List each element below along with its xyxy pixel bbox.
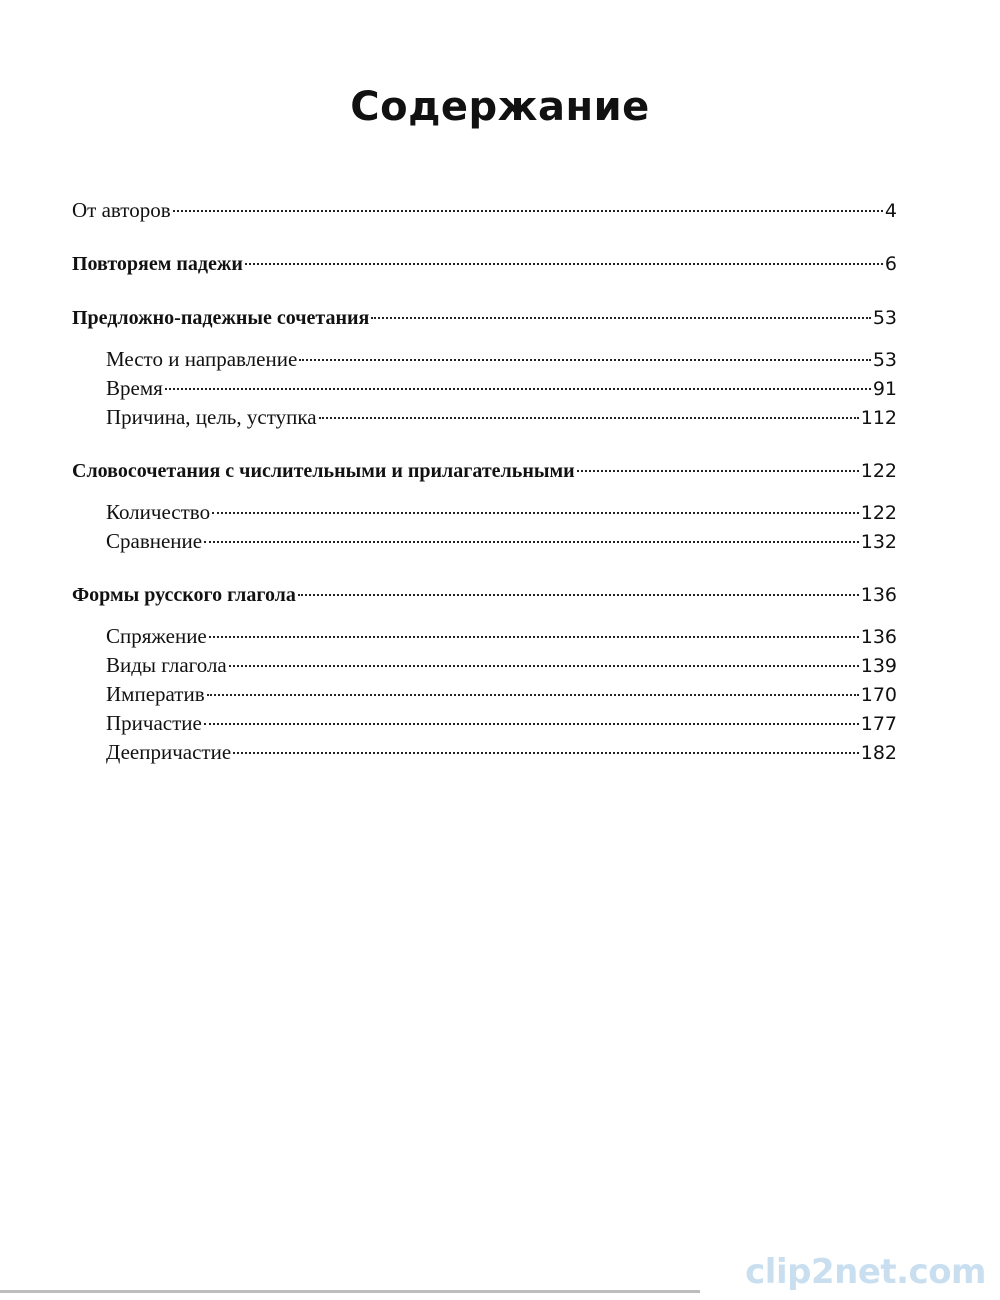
dot-leader — [165, 388, 871, 390]
dot-leader — [298, 594, 859, 596]
toc-entry-label: Предложно-падежные сочетания — [72, 307, 370, 329]
toc-entry-label: Спряжение — [106, 624, 207, 648]
dot-leader — [204, 541, 859, 543]
toc-entry[interactable] — [72, 581, 897, 610]
toc-entry-page: 112 — [860, 407, 897, 429]
toc-subentry[interactable] — [72, 738, 897, 767]
dot-leader — [319, 417, 859, 419]
dot-leader — [204, 723, 859, 725]
page-bottom-edge — [0, 1290, 700, 1293]
dot-leader — [209, 636, 859, 638]
toc-entry-page: 177 — [860, 713, 897, 735]
toc-entry-page: 53 — [872, 349, 897, 371]
dot-leader — [207, 694, 859, 696]
toc-entry-label: Деепричастие — [106, 740, 232, 764]
toc-entry-label: Императив — [106, 682, 205, 706]
clip2net-watermark: clip2net.com — [745, 1252, 986, 1292]
toc-entry-label: Виды глагола — [106, 653, 227, 677]
toc-entry-page: 136 — [860, 626, 897, 648]
toc-section-authors — [72, 196, 897, 225]
toc-entry-label: Повторяем падежи — [72, 253, 243, 275]
toc-entry-page: 182 — [860, 742, 897, 764]
dot-leader — [245, 263, 883, 265]
toc-entry[interactable] — [72, 196, 897, 225]
page-title: Содержание — [350, 84, 650, 130]
toc-entry-label: Время — [106, 376, 163, 400]
toc-subentry[interactable] — [72, 622, 897, 651]
toc-section-numerals — [72, 457, 897, 556]
dot-leader — [233, 752, 859, 754]
toc-entry-page: 122 — [860, 460, 897, 482]
toc-section-cases — [72, 250, 897, 279]
table-of-contents — [72, 196, 897, 792]
toc-section-verbs — [72, 581, 897, 767]
dot-leader — [229, 665, 859, 667]
toc-entry-page: 132 — [860, 531, 897, 553]
toc-entry-page: 170 — [860, 684, 897, 706]
dot-leader — [173, 210, 883, 212]
toc-entry-label: Сравнение — [106, 529, 203, 553]
toc-subentry[interactable] — [72, 345, 897, 374]
toc-entry-page: 6 — [884, 253, 897, 275]
toc-entry[interactable] — [72, 457, 897, 486]
toc-entry-page: 4 — [884, 200, 897, 222]
toc-entry-label: Причастие — [106, 711, 202, 735]
toc-subentry[interactable] — [72, 527, 897, 556]
dot-leader — [577, 470, 859, 472]
toc-section-prepositions — [72, 304, 897, 432]
toc-entry-label: Причина, цель, уступка — [106, 405, 317, 429]
toc-entry[interactable] — [72, 304, 897, 333]
toc-entry-page: 53 — [872, 307, 897, 329]
toc-entry-label: Количество — [106, 500, 211, 524]
toc-subentry[interactable] — [72, 709, 897, 738]
toc-entry[interactable] — [72, 250, 897, 279]
toc-entry-label: Словосочетания с числительными и прилагательными — [72, 460, 575, 482]
toc-entry-page: 139 — [860, 655, 897, 677]
toc-subentry[interactable] — [72, 680, 897, 709]
toc-entry-page: 122 — [860, 502, 897, 524]
toc-entry-page: 91 — [872, 378, 897, 400]
toc-subentry[interactable] — [72, 374, 897, 403]
toc-entry-label: Формы русского глагола — [72, 584, 296, 606]
toc-entry-label: От авторов — [72, 198, 171, 222]
dot-leader — [299, 359, 871, 361]
toc-subentry[interactable] — [72, 651, 897, 680]
toc-subentry[interactable] — [72, 498, 897, 527]
toc-entry-label: Место и направление — [106, 347, 298, 371]
toc-entry-page: 136 — [860, 584, 897, 606]
toc-subentry[interactable] — [72, 403, 897, 432]
dot-leader — [212, 512, 859, 514]
dot-leader — [371, 317, 871, 319]
